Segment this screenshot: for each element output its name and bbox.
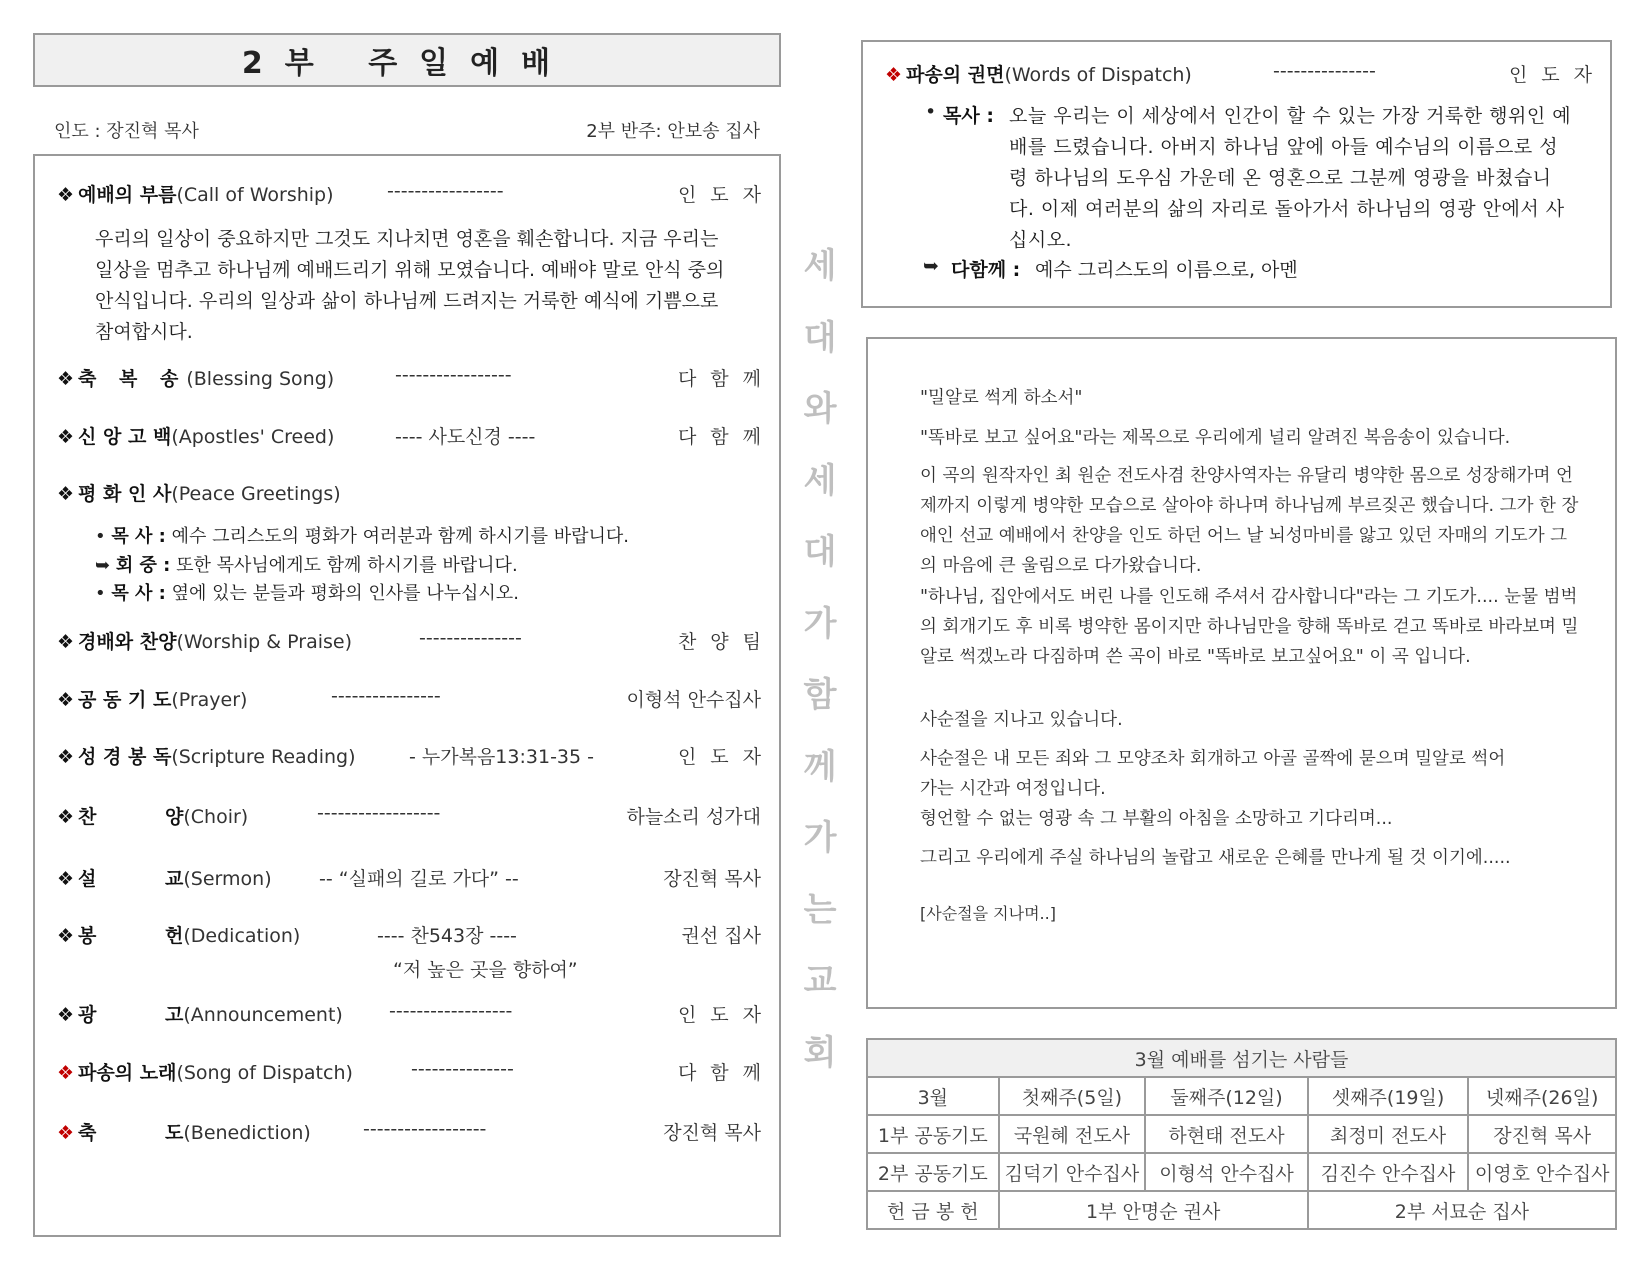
dispatch-dashes: --------------- [1273, 60, 1376, 82]
order-item-offering: ❖ 봉 헌(Dedication) ---- 찬543장 ---- 권선 집사 [57, 925, 761, 947]
march-service-schedule [866, 1038, 1617, 1230]
accompanist-line: 2부 반주: 안보송 집사 [586, 121, 760, 142]
arrow-icon: ➥ [95, 555, 111, 576]
article-signature: [사순절을 지나며..] [920, 904, 1056, 923]
article-paragraph: "똑바로 보고 싶어요"라는 제목으로 우리에게 널리 알려진 복음송이 있습니다. [920, 428, 1511, 448]
leader-line: 인도 : 장진혁 목사 [54, 121, 199, 142]
offering-hymn-title: “저 높은 곳을 향하여” [393, 959, 578, 981]
all-text: 예수 그리스도의 이름으로, 아멘 [1035, 259, 1298, 281]
diamond-icon: ❖ [57, 746, 75, 768]
pastor-text: 오늘 우리는 이 세상에서 인간이 할 수 있는 가장 거룩한 행위인 예배를 드렸습니다. 아버지 하나님 앞에 아들 예수님의 이름으로 성령 하나님의 도우심 가운데 온 영혼으로 그분께 영광을 바쳤습니다. 이제 여러분의 삶의 자리로 돌아가서 하나님의 영광 안에서 사십시오. [1009, 105, 1572, 251]
article-paragraph: 사순절을 지나고 있습니다. [920, 710, 1123, 730]
order-item-announce: ❖ 광 고(Announcement) ------------------ 인도자 [57, 1000, 775, 1026]
order-item-praise: ❖ 경배와 찬양(Worship & Praise) --------------- 찬양팀 [57, 627, 775, 653]
dispatch-heading: ❖ 파송의 권면(Words of Dispatch) [885, 64, 1192, 86]
diamond-icon: ❖ [57, 368, 75, 390]
peace-line: ➥ 회 중 : 또한 목사님에게도 함께 하시기를 바랍니다. [95, 555, 518, 576]
table-row: 헌 금 봉 헌 1부 안명순 권사 2부 서묘순 집사 [867, 1191, 1616, 1229]
arrow-icon: ➥ [923, 255, 939, 277]
diamond-icon: ❖ [57, 426, 75, 448]
table-row: 3월 첫째주(5일) 둘째주(12일) 셋째주(19일) 넷째주(26일) [867, 1077, 1616, 1115]
service-title: 2부 주일예배 [33, 33, 781, 87]
table-row: 1부 공동기도 국원혜 전도사 하현태 전도사 최정미 전도사 장진혁 목사 [867, 1115, 1616, 1153]
pastor-label: 목사 : [943, 105, 994, 127]
order-item-call: ❖ 예배의 부름(Call of Worship) ----------------- 인도자 [57, 180, 775, 206]
diamond-icon: ❖ [57, 1062, 75, 1084]
bullet-icon: • [925, 101, 937, 123]
diamond-icon: ❖ [57, 1004, 75, 1026]
order-item-prayer: ❖ 공 동 기 도(Prayer) ---------------- 이형석 안수집사 [57, 685, 761, 711]
diamond-icon: ❖ [57, 868, 75, 890]
peace-line: • 목 사 : 옆에 있는 분들과 평화의 인사를 나누십시오. [95, 583, 519, 604]
order-item-creed: ❖ 신 앙 고 백(Apostles' Creed) ---- 사도신경 ---- 다함께 [57, 426, 775, 448]
article-paragraph: 이 곡의 원작자인 최 원순 전도사겸 찬양사역자는 유달리 병약한 몸으로 성장해가며 언제까지 이렇게 병약한 모습으로 살아야 하나며 하나님께 부르짖곤 했습니다. 그가 한 장애인 선교 예배에서 찬양을 인도 하던 어느 날 뇌성마비를 앓고 있던 자매의 기도가 그의 마음에 큰 울림으로 다가왔습니다. [920, 466, 1579, 576]
schedule-title: 3월 예배를 섬기는 사람들 [867, 1039, 1616, 1077]
vertical-church-motto: 세 대 와 세 대 가 함 께 가 는 교 회 [803, 246, 837, 1073]
article-paragraph: "하나님, 집안에서도 버린 나를 인도해 주셔서 감사합니다"라는 그 기도가.... 눈물 범벅의 회개기도 후 비록 병약한 몸이지만 하나님만을 향해 똑바로 걷고 똑바로 바라보며 밀알로 썩겠노라 다짐하며 쓴 곡이 바로 "똑바로 보고싶어요" 이 곡 입니다. [920, 587, 1579, 667]
diamond-icon: ❖ [57, 631, 75, 653]
diamond-icon: ❖ [57, 184, 75, 206]
table-row: 2부 공동기도 김덕기 안수집사 이형석 안수집사 김진수 안수집사 이영호 안수집사 [867, 1153, 1616, 1191]
diamond-icon: ❖ [57, 689, 75, 711]
words-of-dispatch [861, 40, 1612, 308]
order-item-choir: ❖ 찬 양(Choir) ------------------ 하늘소리 성가대 [57, 802, 761, 828]
call-text: 우리의 일상이 중요하지만 그것도 지나치면 영혼을 훼손합니다. 지금 우리는 일상을 멈추고 하나님께 예배드리기 위해 모였습니다. 예배야 말로 안식 중의 안식입니다. 우리의 일상과 삶이 하나님께 드려지는 거룩한 예식에 기쁨으로 참여합시다. [95, 228, 725, 343]
lent-article [866, 337, 1617, 1009]
all-label: 다함께 : [951, 259, 1021, 281]
order-item-benediction: ❖ 축 도(Benediction) ------------------ 장진혁 목사 [57, 1118, 761, 1144]
article-paragraph: 그리고 우리에게 주실 하나님의 놀랍고 새로운 은혜를 만나게 될 것 이기에..... [920, 848, 1511, 868]
order-item-peace: ❖ 평 화 인 사(Peace Greetings) [57, 483, 341, 505]
article-paragraph: 형언할 수 없는 영광 속 그 부활의 아침을 소망하고 기다리며... [920, 809, 1393, 829]
diamond-icon: ❖ [885, 64, 903, 86]
diamond-icon: ❖ [57, 1122, 75, 1144]
order-item-blessing: ❖ 축 복 송(Blessing Song) ----------------- 다함께 [57, 364, 775, 390]
order-item-sermon: ❖ 설 교(Sermon) -- “실패의 길로 가다” -- 장진혁 목사 [57, 868, 761, 890]
article-title: "밀알로 썩게 하소서" [920, 388, 1083, 408]
peace-line: • 목 사 : 예수 그리스도의 평화가 여러분과 함께 하시기를 바랍니다. [95, 526, 629, 547]
diamond-icon: ❖ [57, 806, 75, 828]
diamond-icon: ❖ [57, 925, 75, 947]
order-of-worship [33, 154, 781, 1237]
dispatch-leader: 인도자 [1508, 64, 1606, 86]
article-paragraph: 사순절은 내 모든 죄와 그 모양조차 회개하고 아골 골짝에 묻으며 밀알로 썩어가는 시간과 여정입니다. [920, 749, 1506, 799]
order-item-scripture: ❖ 성 경 봉 독(Scripture Reading) - 누가복음13:31-35 - 인도자 [57, 746, 775, 768]
order-item-dispatch-song: ❖ 파송의 노래(Song of Dispatch) --------------- 다함께 [57, 1058, 775, 1084]
diamond-icon: ❖ [57, 483, 75, 505]
